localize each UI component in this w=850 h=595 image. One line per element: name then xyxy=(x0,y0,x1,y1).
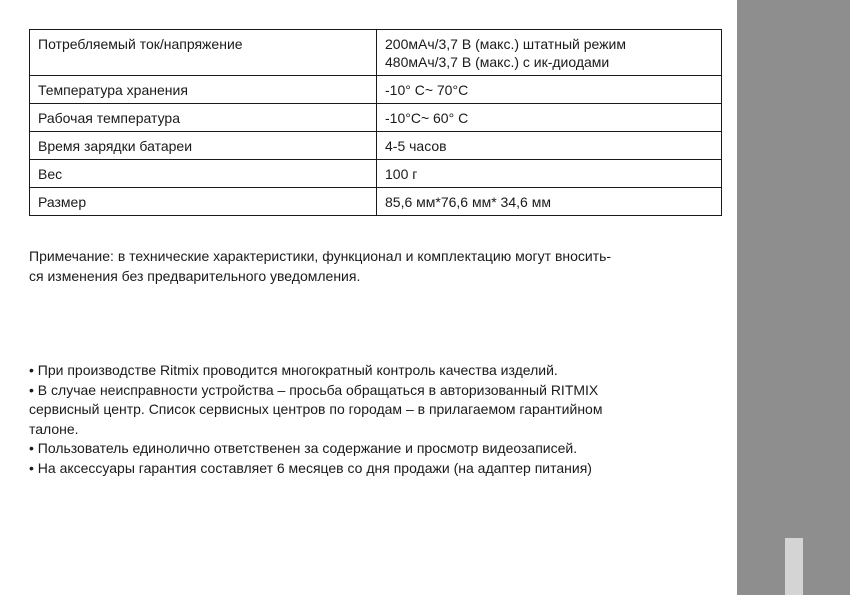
spec-label: Время зарядки батареи xyxy=(30,132,377,160)
warranty-bullet-list xyxy=(29,361,729,478)
spec-label: Потребляемый ток/напряжение xyxy=(30,30,377,76)
spec-value-line: 480мАч/3,7 В (макс.) с ик-диодами xyxy=(385,54,610,70)
note-line: Примечание: в технические характеристики, функционал и комплектацию могут вносить- xyxy=(29,248,612,264)
table-row xyxy=(30,132,722,160)
list-item: сервисный центр. Список сервисных центров по городам – в прилагаемом гарантийном xyxy=(29,401,603,417)
spec-value-line: 200мАч/3,7 В (макс.) штатный режим xyxy=(385,36,626,52)
spec-label: Вес xyxy=(30,160,377,188)
table-row xyxy=(30,160,722,188)
specifications-table xyxy=(29,29,722,216)
spec-value: -10°С~ 60° С xyxy=(377,104,722,132)
spec-label: Температура хранения xyxy=(30,76,377,104)
spec-value: -10° С~ 70°С xyxy=(377,76,722,104)
spec-value: 4-5 часов xyxy=(377,132,722,160)
note-line: ся изменения без предварительного уведомления. xyxy=(29,268,361,284)
table-row xyxy=(30,104,722,132)
table-row xyxy=(30,30,722,76)
spec-value: 100 г xyxy=(377,160,722,188)
note-paragraph xyxy=(29,246,729,286)
table-row xyxy=(30,188,722,216)
spec-label: Рабочая температура xyxy=(30,104,377,132)
table-row xyxy=(30,76,722,104)
page-tab-marker xyxy=(785,538,803,595)
list-item: • Пользователь единолично ответственен за содержание и просмотр видеозаписей. xyxy=(29,440,578,456)
spec-label: Размер xyxy=(30,188,377,216)
list-item: • При производстве Ritmix проводится многократный контроль качества изделий. xyxy=(29,362,558,378)
spec-value xyxy=(377,30,722,76)
list-item: • В случае неисправности устройства – просьба обращаться в авторизованный RITMIX xyxy=(29,381,599,398)
spec-value: 85,6 мм*76,6 мм* 34,6 мм xyxy=(377,188,722,216)
list-item: • На аксессуары гарантия составляет 6 месяцев со дня продажи (на адаптер питания) xyxy=(29,459,592,476)
list-item: талоне. xyxy=(29,420,79,437)
side-margin-bar xyxy=(737,0,850,595)
